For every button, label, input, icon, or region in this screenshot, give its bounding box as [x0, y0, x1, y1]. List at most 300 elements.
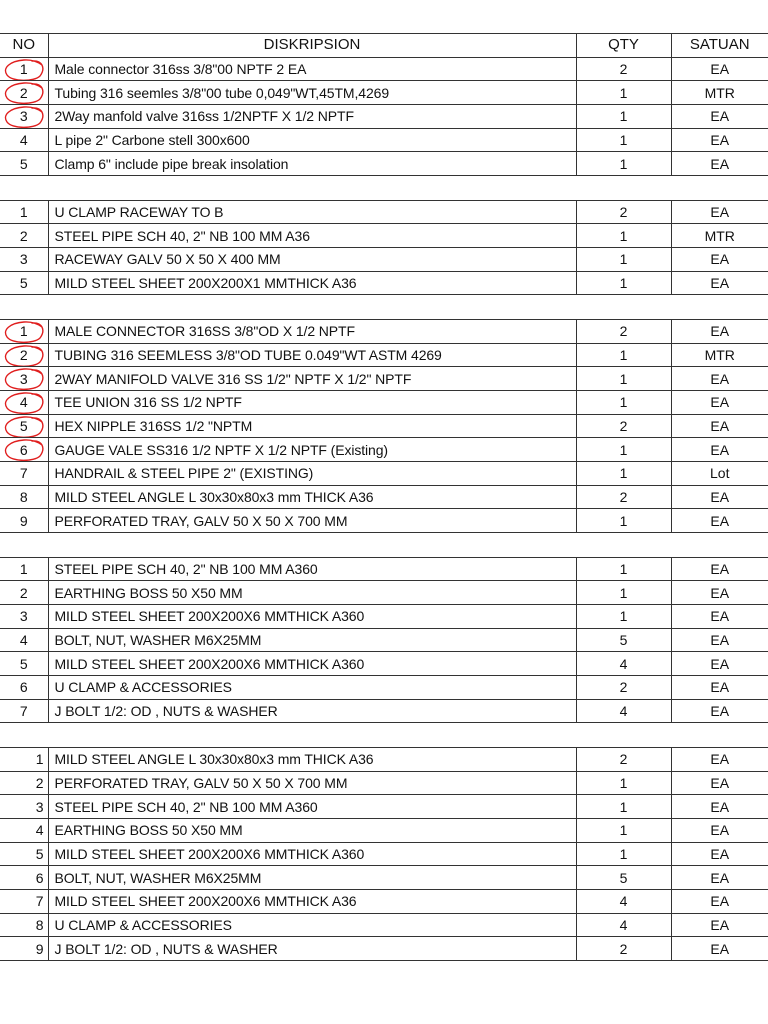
item-description-text: 2WAY MANIFOLD VALVE 316 SS 1/2" NPTF X 1/2" NPTF: [54, 370, 412, 387]
item-number: [0, 581, 48, 605]
item-unit: [671, 367, 768, 391]
item-description: [48, 57, 576, 81]
item-description: [48, 699, 576, 723]
item-qty: [576, 747, 671, 771]
item-number-text: 3: [19, 108, 28, 125]
item-number-text: 8: [35, 917, 44, 934]
item-qty: [576, 652, 671, 676]
item-qty: [576, 367, 671, 391]
item-number: [0, 271, 48, 295]
item-number: [0, 224, 48, 248]
item-number: [0, 913, 48, 937]
item-description: [48, 652, 576, 676]
item-description: [48, 485, 576, 509]
item-unit-text: EA: [710, 655, 730, 672]
separator-cell: [576, 723, 671, 748]
item-qty: [576, 485, 671, 509]
item-unit: [671, 271, 768, 295]
item-number: [0, 200, 48, 224]
section-separator: [0, 533, 768, 558]
item-unit: [671, 818, 768, 842]
item-description: [48, 271, 576, 295]
item-unit-text: MTR: [704, 346, 735, 363]
item-description: [48, 200, 576, 224]
item-unit: [671, 224, 768, 248]
item-description-text: PERFORATED TRAY, GALV 50 X 50 X 700 MM: [54, 774, 348, 791]
item-description: [48, 842, 576, 866]
table-row: [0, 818, 768, 842]
item-unit: [671, 676, 768, 700]
item-qty-text: 1: [619, 370, 628, 387]
table-row: [0, 271, 768, 295]
section-separator: [0, 295, 768, 320]
item-description-text: BOLT, NUT, WASHER M6X25MM: [54, 631, 262, 648]
item-description-text: HEX NIPPLE 316SS 1/2 "NPTM: [54, 417, 253, 434]
item-description-text: Male connector 316ss 3/8"00 NPTF 2 EA: [54, 61, 307, 78]
item-description: [48, 581, 576, 605]
item-qty-text: 1: [619, 774, 628, 791]
item-unit: [671, 842, 768, 866]
item-unit-text: EA: [710, 512, 730, 529]
item-description: [48, 105, 576, 129]
item-unit: [671, 343, 768, 367]
item-number-text: 7: [19, 465, 28, 482]
item-number-text: 1: [19, 203, 28, 220]
item-qty: [576, 200, 671, 224]
item-qty-text: 5: [619, 869, 628, 886]
separator-cell: [576, 295, 671, 320]
item-description-text: BOLT, NUT, WASHER M6X25MM: [54, 869, 262, 886]
table-row: [0, 485, 768, 509]
item-description: [48, 604, 576, 628]
table-row: [0, 81, 768, 105]
item-description: [48, 937, 576, 961]
item-qty-text: 2: [619, 203, 628, 220]
item-description-text: Tubing 316 seemles 3/8"00 tube 0,049"WT,45TM,4269: [54, 84, 390, 101]
item-unit-text: EA: [710, 155, 730, 172]
item-qty: [576, 462, 671, 486]
item-number-text: 3: [19, 370, 28, 387]
item-qty-text: 1: [619, 155, 628, 172]
item-unit-text: EA: [710, 584, 730, 601]
table-row: [0, 771, 768, 795]
item-unit-text: EA: [710, 275, 730, 292]
item-number-text: 9: [19, 512, 28, 529]
separator-cell: [0, 176, 48, 201]
item-qty: [576, 913, 671, 937]
item-description: [48, 343, 576, 367]
item-number-text: 6: [19, 679, 28, 696]
item-qty: [576, 937, 671, 961]
table-row: [0, 913, 768, 937]
item-number-text: 5: [19, 155, 28, 172]
item-qty: [576, 604, 671, 628]
table-row: [0, 462, 768, 486]
item-unit-text: EA: [710, 61, 730, 78]
bill-of-materials-sheet: [0, 33, 768, 961]
item-unit-text: EA: [710, 323, 730, 340]
separator-cell: [671, 723, 768, 748]
item-number-text: 2: [35, 774, 44, 791]
item-unit: [671, 628, 768, 652]
item-number-text: 1: [19, 323, 28, 340]
separator-cell: [0, 295, 48, 320]
item-description: [48, 866, 576, 890]
table-row: [0, 57, 768, 81]
table-row: [0, 390, 768, 414]
separator-cell: [671, 295, 768, 320]
item-description: [48, 890, 576, 914]
item-number-text: 6: [19, 441, 28, 458]
item-number: [0, 604, 48, 628]
separator-cell: [576, 533, 671, 558]
item-number: [0, 390, 48, 414]
item-description-text: J BOLT 1/2: OD , NUTS & WASHER: [54, 940, 278, 957]
item-unit-text: MTR: [704, 227, 735, 244]
item-description-text: EARTHING BOSS 50 X50 MM: [54, 822, 243, 839]
item-qty-text: 4: [619, 893, 628, 910]
item-number-text: 2: [19, 84, 28, 101]
item-description: [48, 414, 576, 438]
item-unit-text: EA: [710, 751, 730, 768]
separator-cell: [0, 723, 48, 748]
item-qty: [576, 581, 671, 605]
item-description: [48, 81, 576, 105]
item-description-text: TEE UNION 316 SS 1/2 NPTF: [54, 394, 242, 411]
item-description-text: U CLAMP RACEWAY TO B: [54, 203, 224, 220]
item-description-text: Clamp 6" include pipe break insolation: [54, 155, 289, 172]
item-number-text: 6: [35, 869, 44, 886]
item-qty: [576, 771, 671, 795]
item-number: [0, 628, 48, 652]
item-description-text: MILD STEEL ANGLE L 30x30x80x3 mm THICK A36: [54, 489, 374, 506]
item-description: [48, 676, 576, 700]
item-number-text: 3: [19, 251, 28, 268]
item-description-text: RACEWAY GALV 50 X 50 X 400 MM: [54, 251, 281, 268]
separator-cell: [576, 176, 671, 201]
item-qty-text: 2: [619, 417, 628, 434]
item-unit-text: EA: [710, 679, 730, 696]
table-row: [0, 628, 768, 652]
item-number-text: 1: [19, 61, 28, 78]
item-description-text: MILD STEEL SHEET 200X200X6 MMTHICK A360: [54, 608, 365, 625]
item-unit-text: EA: [710, 631, 730, 648]
item-unit-text: EA: [710, 893, 730, 910]
item-unit: [671, 795, 768, 819]
item-unit: [671, 57, 768, 81]
item-description-text: 2Way manfold valve 316ss 1/2NPTF X 1/2 NPTF: [54, 108, 354, 125]
item-number-text: 2: [19, 227, 28, 244]
item-description: [48, 390, 576, 414]
item-number: [0, 866, 48, 890]
item-description-text: L pipe 2" Carbone stell 300x600: [54, 132, 250, 149]
separator-cell: [0, 533, 48, 558]
header-description: DISKRIPSION: [48, 34, 576, 58]
item-qty: [576, 795, 671, 819]
item-description-text: EARTHING BOSS 50 X50 MM: [54, 584, 243, 601]
table-row: [0, 414, 768, 438]
item-description-text: TUBING 316 SEEMLESS 3/8"OD TUBE 0.049"WT ASTM 4269: [54, 346, 442, 363]
item-unit: [671, 652, 768, 676]
item-qty-text: 1: [619, 845, 628, 862]
item-qty-text: 1: [619, 512, 628, 529]
item-number-text: 5: [19, 275, 28, 292]
table-row: [0, 699, 768, 723]
item-description: [48, 128, 576, 152]
materials-table: [0, 33, 768, 961]
item-qty: [576, 842, 671, 866]
materials-body: [0, 57, 768, 960]
item-unit-text: EA: [710, 441, 730, 458]
item-number: [0, 676, 48, 700]
item-number-text: 5: [35, 845, 44, 862]
item-number: [0, 128, 48, 152]
item-number: [0, 699, 48, 723]
item-description: [48, 818, 576, 842]
item-unit: [671, 81, 768, 105]
item-unit: [671, 509, 768, 533]
item-qty-text: 1: [619, 227, 628, 244]
item-unit: [671, 438, 768, 462]
item-unit-text: EA: [710, 869, 730, 886]
item-unit-text: EA: [710, 417, 730, 434]
item-description-text: U CLAMP & ACCESSORIES: [54, 679, 232, 696]
item-unit-text: MTR: [704, 84, 735, 101]
item-unit-text: EA: [710, 560, 730, 577]
item-number: [0, 842, 48, 866]
item-number: [0, 485, 48, 509]
item-description: [48, 747, 576, 771]
item-qty-text: 2: [619, 489, 628, 506]
item-unit-text: EA: [710, 203, 730, 220]
item-description-text: MILD STEEL SHEET 200X200X6 MMTHICK A36: [54, 893, 357, 910]
item-qty: [576, 676, 671, 700]
item-unit: [671, 462, 768, 486]
item-unit-text: EA: [710, 370, 730, 387]
item-description-text: MILD STEEL SHEET 200X200X6 MMTHICK A360: [54, 845, 365, 862]
item-qty-text: 1: [619, 465, 628, 482]
item-description-text: STEEL PIPE SCH 40, 2" NB 100 MM A36: [54, 227, 310, 244]
separator-cell: [48, 533, 576, 558]
table-row: [0, 842, 768, 866]
item-description-text: MILD STEEL ANGLE L 30x30x80x3 mm THICK A36: [54, 751, 374, 768]
item-number: [0, 438, 48, 462]
item-qty: [576, 105, 671, 129]
item-unit-text: EA: [710, 251, 730, 268]
item-unit: [671, 248, 768, 272]
item-description-text: MALE CONNECTOR 316SS 3/8"OD X 1/2 NPTF: [54, 323, 355, 340]
item-unit-text: EA: [710, 845, 730, 862]
item-number-text: 9: [35, 940, 44, 957]
item-qty-text: 1: [619, 275, 628, 292]
item-qty: [576, 557, 671, 581]
table-row: [0, 152, 768, 176]
separator-cell: [48, 295, 576, 320]
item-unit: [671, 699, 768, 723]
header-no: NO: [0, 34, 48, 58]
item-description-text: MILD STEEL SHEET 200X200X1 MMTHICK A36: [54, 275, 357, 292]
item-number: [0, 319, 48, 343]
item-qty: [576, 890, 671, 914]
item-unit: [671, 485, 768, 509]
section-separator: [0, 723, 768, 748]
item-number: [0, 81, 48, 105]
item-number: [0, 795, 48, 819]
table-row: [0, 200, 768, 224]
item-unit-text: EA: [710, 608, 730, 625]
item-number: [0, 557, 48, 581]
item-number-text: 4: [19, 132, 28, 149]
item-number: [0, 152, 48, 176]
item-description: [48, 438, 576, 462]
item-unit: [671, 604, 768, 628]
table-row: [0, 866, 768, 890]
item-description: [48, 248, 576, 272]
header-qty: QTY: [576, 34, 671, 58]
item-description-text: HANDRAIL & STEEL PIPE 2" (EXISTING): [54, 465, 314, 482]
item-qty-text: 1: [619, 822, 628, 839]
table-row: [0, 438, 768, 462]
item-unit-text: EA: [710, 394, 730, 411]
item-qty: [576, 390, 671, 414]
item-qty: [576, 128, 671, 152]
item-description-text: STEEL PIPE SCH 40, 2" NB 100 MM A360: [54, 798, 318, 815]
item-qty-text: 1: [619, 108, 628, 125]
item-unit-text: EA: [710, 489, 730, 506]
item-number-text: 1: [35, 751, 44, 768]
item-qty: [576, 438, 671, 462]
header-row: [0, 34, 768, 58]
item-number: [0, 414, 48, 438]
table-row: [0, 652, 768, 676]
item-number: [0, 652, 48, 676]
item-qty-text: 1: [619, 441, 628, 458]
item-number-text: 3: [35, 798, 44, 815]
item-qty-text: 1: [619, 394, 628, 411]
item-qty-text: 1: [619, 346, 628, 363]
item-unit-text: EA: [710, 798, 730, 815]
item-qty-text: 1: [619, 798, 628, 815]
item-description: [48, 319, 576, 343]
table-row: [0, 937, 768, 961]
item-qty: [576, 248, 671, 272]
item-description: [48, 462, 576, 486]
item-qty: [576, 271, 671, 295]
item-qty-text: 4: [619, 703, 628, 720]
item-number-text: 5: [19, 655, 28, 672]
separator-cell: [671, 533, 768, 558]
item-qty: [576, 509, 671, 533]
table-row: [0, 557, 768, 581]
table-row: [0, 319, 768, 343]
item-description-text: STEEL PIPE SCH 40, 2" NB 100 MM A360: [54, 560, 318, 577]
item-unit: [671, 319, 768, 343]
item-unit: [671, 200, 768, 224]
item-number-text: 5: [19, 417, 28, 434]
item-number: [0, 367, 48, 391]
separator-cell: [48, 723, 576, 748]
item-number: [0, 818, 48, 842]
header-unit: SATUAN: [671, 34, 768, 58]
item-number: [0, 771, 48, 795]
item-description: [48, 509, 576, 533]
table-row: [0, 343, 768, 367]
item-description: [48, 628, 576, 652]
separator-cell: [48, 176, 576, 201]
item-unit: [671, 152, 768, 176]
item-qty-text: 1: [619, 584, 628, 601]
item-unit-text: EA: [710, 703, 730, 720]
item-qty: [576, 224, 671, 248]
item-number-text: 4: [19, 631, 28, 648]
item-unit-text: EA: [710, 917, 730, 934]
table-row: [0, 105, 768, 129]
item-unit: [671, 557, 768, 581]
item-number-text: 8: [19, 489, 28, 506]
item-qty-text: 2: [619, 751, 628, 768]
item-qty: [576, 414, 671, 438]
item-unit-text: EA: [710, 822, 730, 839]
item-number: [0, 343, 48, 367]
table-row: [0, 795, 768, 819]
item-description: [48, 152, 576, 176]
item-qty: [576, 152, 671, 176]
table-row: [0, 509, 768, 533]
item-description: [48, 557, 576, 581]
item-qty: [576, 319, 671, 343]
item-qty: [576, 699, 671, 723]
item-unit-text: EA: [710, 774, 730, 791]
item-qty-text: 1: [619, 251, 628, 268]
item-number-text: 2: [19, 584, 28, 601]
table-row: [0, 248, 768, 272]
table-row: [0, 604, 768, 628]
item-unit: [671, 747, 768, 771]
item-qty: [576, 81, 671, 105]
item-description-text: PERFORATED TRAY, GALV 50 X 50 X 700 MM: [54, 512, 348, 529]
item-number: [0, 747, 48, 771]
table-row: [0, 128, 768, 152]
item-number: [0, 890, 48, 914]
item-unit: [671, 128, 768, 152]
item-number: [0, 937, 48, 961]
item-unit: [671, 414, 768, 438]
item-qty: [576, 57, 671, 81]
table-row: [0, 890, 768, 914]
item-qty-text: 4: [619, 917, 628, 934]
item-qty-text: 4: [619, 655, 628, 672]
item-description: [48, 367, 576, 391]
table-row: [0, 367, 768, 391]
item-description-text: J BOLT 1/2: OD , NUTS & WASHER: [54, 703, 278, 720]
item-number-text: 4: [35, 822, 44, 839]
item-qty-text: 1: [619, 84, 628, 101]
item-number-text: 7: [19, 703, 28, 720]
item-qty: [576, 628, 671, 652]
item-unit: [671, 581, 768, 605]
item-unit: [671, 105, 768, 129]
item-qty: [576, 343, 671, 367]
item-description: [48, 913, 576, 937]
item-number-text: 1: [19, 560, 28, 577]
item-description: [48, 771, 576, 795]
item-qty-text: 2: [619, 940, 628, 957]
item-description-text: MILD STEEL SHEET 200X200X6 MMTHICK A360: [54, 655, 365, 672]
item-unit: [671, 913, 768, 937]
item-qty-text: 5: [619, 631, 628, 648]
item-unit: [671, 771, 768, 795]
item-number-text: 3: [19, 608, 28, 625]
